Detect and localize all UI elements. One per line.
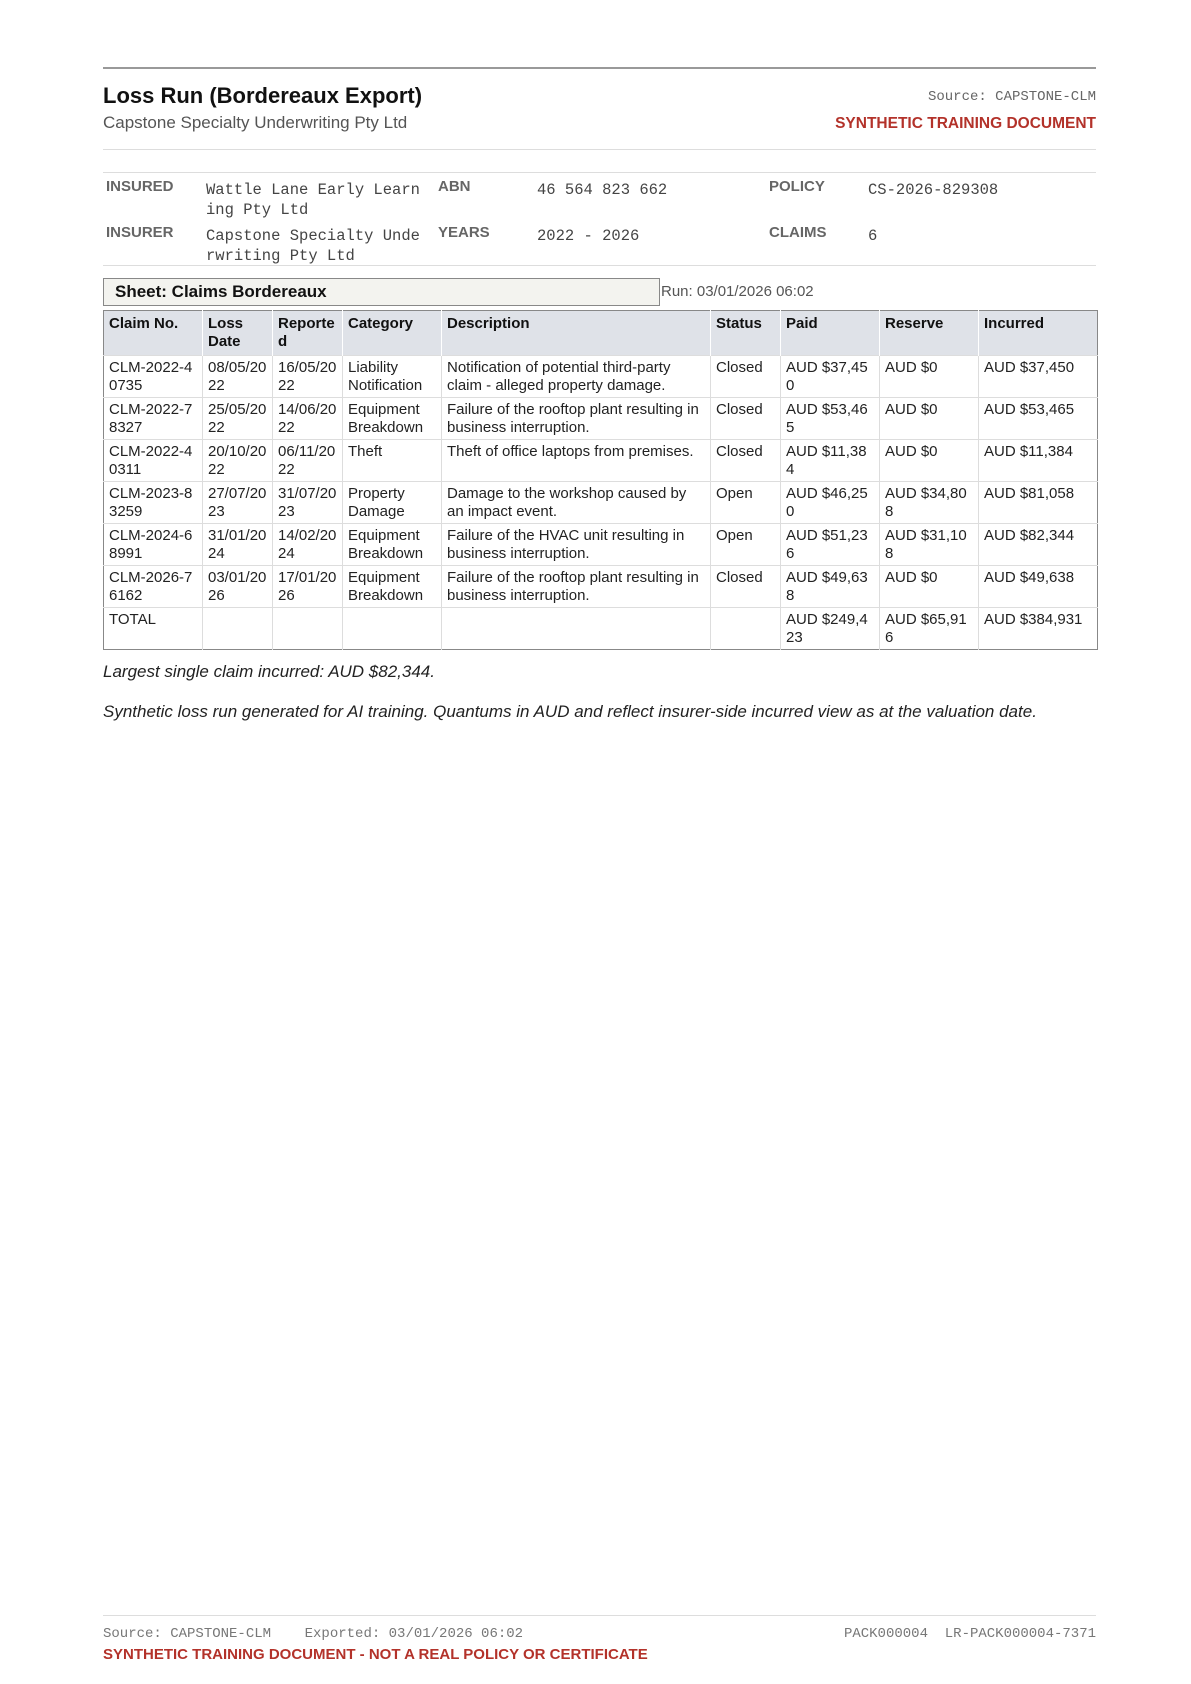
category-cell: Equipment Breakdown [343, 524, 442, 566]
description-cell: Failure of the rooftop plant resulting in business interruption. [442, 566, 711, 608]
total-label-cell: TOTAL [104, 608, 203, 650]
table-row [104, 566, 1098, 608]
table-header-row [104, 311, 1098, 356]
run-timestamp: Run: 03/01/2026 06:02 [661, 283, 814, 300]
total-row [104, 608, 1098, 650]
disclaimer-note: Synthetic loss run generated for AI training. Quantums in AUD and reflect insurer-side incurred view as at the valuation date. [103, 702, 1037, 721]
incurred-cell: AUD $49,638 [979, 566, 1098, 608]
document-page [103, 67, 1096, 722]
column-header: Status [711, 311, 781, 356]
claim-number-cell: CLM-2023-83259 [104, 482, 203, 524]
years-value: 2022 - 2026 [537, 227, 640, 245]
claim-number-cell: CLM-2022-40735 [104, 356, 203, 398]
abn-value: 46 564 823 662 [537, 181, 668, 199]
description-cell: Notification of potential third-party claim - alleged property damage. [442, 356, 711, 398]
column-header: Reserve [880, 311, 979, 356]
loss-date-cell: 25/05/2022 [203, 398, 273, 440]
loss-date-cell: 08/05/2022 [203, 356, 273, 398]
claims-label: CLAIMS [769, 224, 827, 241]
reserve-cell: AUD $34,808 [880, 482, 979, 524]
description-cell: Failure of the HVAC unit resulting in business interruption. [442, 524, 711, 566]
empty-cell [343, 608, 442, 650]
column-header: Claim No. [104, 311, 203, 356]
category-cell: Property Damage [343, 482, 442, 524]
footer-pack-reference: PACK000004 LR-PACK000004-7371 [843, 1626, 1096, 1642]
reserve-cell: AUD $31,108 [880, 524, 979, 566]
empty-cell [442, 608, 711, 650]
paid-cell: AUD $49,638 [781, 566, 880, 608]
incurred-cell: AUD $82,344 [979, 524, 1098, 566]
sheet-title: Sheet: Claims Bordereaux [103, 278, 660, 306]
document-subtitle: Capstone Specialty Underwriting Pty Ltd [103, 113, 408, 132]
paid-cell: AUD $37,450 [781, 356, 880, 398]
category-cell: Liability Notification [343, 356, 442, 398]
reported-date-cell: 06/11/2022 [273, 440, 343, 482]
reserve-cell: AUD $0 [880, 566, 979, 608]
reported-date-cell: 14/06/2022 [273, 398, 343, 440]
document-title: Loss Run (Bordereaux Export) [103, 83, 423, 108]
paid-cell: AUD $46,250 [781, 482, 880, 524]
category-cell: Equipment Breakdown [343, 398, 442, 440]
column-header: Category [343, 311, 442, 356]
years-label: YEARS [438, 224, 490, 241]
empty-cell [273, 608, 343, 650]
status-cell: Closed [711, 356, 781, 398]
claims-table [103, 310, 1098, 650]
category-cell: Theft [343, 440, 442, 482]
table-row [104, 524, 1098, 566]
largest-claim-note: Largest single claim incurred: AUD $82,344. [103, 662, 435, 681]
status-cell: Closed [711, 398, 781, 440]
footer-source-export: Source: CAPSTONE-CLM Exported: 03/01/2026 06:02 [103, 1626, 524, 1642]
description-cell: Damage to the workshop caused by an impact event. [442, 482, 711, 524]
description-cell: Failure of the rooftop plant resulting in business interruption. [442, 398, 711, 440]
column-header: Reported [273, 311, 343, 356]
paid-cell: AUD $51,236 [781, 524, 880, 566]
loss-date-cell: 20/10/2022 [203, 440, 273, 482]
page-footer [103, 1615, 1096, 1666]
policy-label: POLICY [769, 178, 825, 195]
table-row [104, 356, 1098, 398]
category-cell: Equipment Breakdown [343, 566, 442, 608]
insurer-value: Capstone Specialty Underwriting Pty Ltd [206, 227, 420, 265]
reported-date-cell: 16/05/2022 [273, 356, 343, 398]
claim-number-cell: CLM-2024-68991 [104, 524, 203, 566]
empty-cell [711, 608, 781, 650]
incurred-cell: AUD $53,465 [979, 398, 1098, 440]
column-header: Paid [781, 311, 880, 356]
claim-number-cell: CLM-2022-78327 [104, 398, 203, 440]
claim-number-cell: CLM-2026-76162 [104, 566, 203, 608]
reported-date-cell: 31/07/2023 [273, 482, 343, 524]
loss-date-cell: 31/01/2024 [203, 524, 273, 566]
sheet-row [103, 278, 1096, 308]
paid-cell: AUD $53,465 [781, 398, 880, 440]
synthetic-banner: SYNTHETIC TRAINING DOCUMENT [835, 115, 1096, 132]
status-cell: Open [711, 524, 781, 566]
insurer-label: INSURER [106, 224, 174, 241]
description-cell: Theft of office laptops from premises. [442, 440, 711, 482]
total-reserve-cell: AUD $65,916 [880, 608, 979, 650]
reserve-cell: AUD $0 [880, 398, 979, 440]
policy-meta-block [103, 172, 1096, 266]
loss-date-cell: 27/07/2023 [203, 482, 273, 524]
empty-cell [203, 608, 273, 650]
reserve-cell: AUD $0 [880, 356, 979, 398]
column-header: Loss Date [203, 311, 273, 356]
status-cell: Closed [711, 566, 781, 608]
incurred-cell: AUD $37,450 [979, 356, 1098, 398]
document-header [103, 69, 1096, 150]
status-cell: Closed [711, 440, 781, 482]
total-paid-cell: AUD $249,423 [781, 608, 880, 650]
column-header: Incurred [979, 311, 1098, 356]
insured-value: Wattle Lane Early Learning Pty Ltd [206, 181, 420, 219]
column-header: Description [442, 311, 711, 356]
reported-date-cell: 17/01/2026 [273, 566, 343, 608]
insured-label: INSURED [106, 178, 174, 195]
total-incurred-cell: AUD $384,931 [979, 608, 1098, 650]
reported-date-cell: 14/02/2024 [273, 524, 343, 566]
status-cell: Open [711, 482, 781, 524]
table-row [104, 482, 1098, 524]
policy-value: CS-2026-829308 [868, 181, 999, 199]
table-row [104, 398, 1098, 440]
paid-cell: AUD $11,384 [781, 440, 880, 482]
loss-date-cell: 03/01/2026 [203, 566, 273, 608]
table-row [104, 440, 1098, 482]
source-label: Source: CAPSTONE-CLM [927, 89, 1096, 105]
abn-label: ABN [438, 178, 471, 195]
claim-number-cell: CLM-2022-40311 [104, 440, 203, 482]
claims-value: 6 [868, 227, 878, 245]
incurred-cell: AUD $11,384 [979, 440, 1098, 482]
incurred-cell: AUD $81,058 [979, 482, 1098, 524]
footer-synthetic-warning: SYNTHETIC TRAINING DOCUMENT - NOT A REAL POLICY OR CERTIFICATE [103, 1646, 648, 1663]
reserve-cell: AUD $0 [880, 440, 979, 482]
